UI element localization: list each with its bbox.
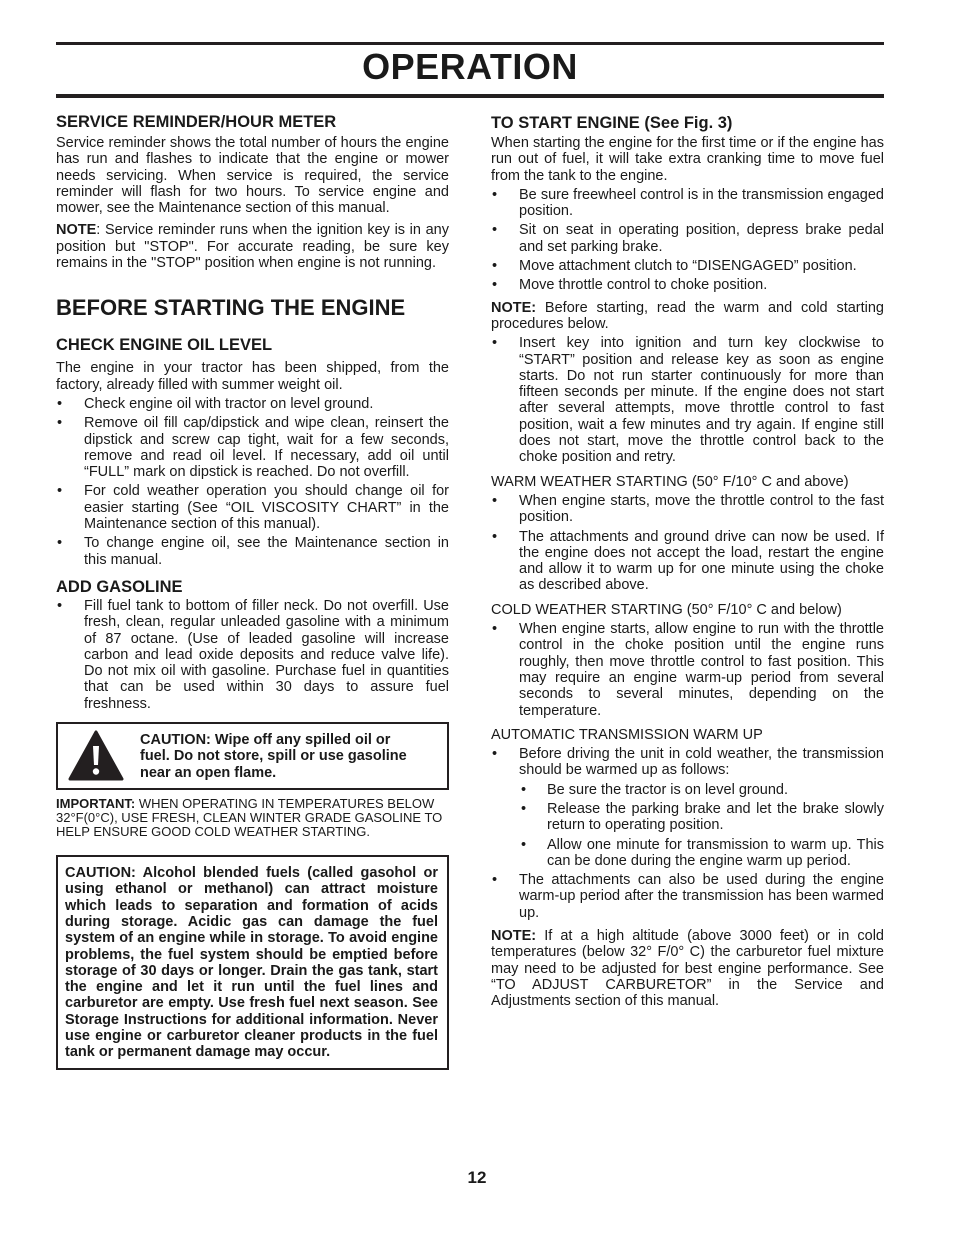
list-item: • When engine starts, allow engine to run with the throttle control in the choke position until the engine runs roughly, then move throttle control to fast position. This may require an engine warm-up period from several seconds to several minutes, depending on the temperature. <box>491 621 884 719</box>
start-engine-intro: When starting the engine for the first time or if the engine has run out of fuel, it will take extra cranking time to move fuel from the tank to the engine. <box>491 135 884 184</box>
list-item: • The attachments can also be used during the engine warm-up period after the transmission has been warmed up. <box>491 872 884 921</box>
list-item: • Sit on seat in operating position, depress brake pedal and set parking brake. <box>491 222 884 255</box>
important-label: IMPORTANT: <box>56 796 136 812</box>
list-item: • To change engine oil, see the Maintenance section in this manual. <box>56 535 449 568</box>
note-text: If at a high altitude (above 3000 feet) or in cold temperatures (below 32° F/0° C) the carburetor fuel mixture may need to be adjusted for best engine performance. See “TO ADJUST CARBURETOR” in the Service and Adjustments section of this manual. <box>491 928 884 1010</box>
start-engine-section <box>491 113 884 466</box>
check-oil-list <box>56 396 449 568</box>
list-item: • Move throttle control to choke position. <box>491 277 884 293</box>
list-item: • The attachments and ground drive can now be used. If the engine does not accept the load, restart the engine and allow it to warm up for one minute using the choke as described above. <box>491 529 884 594</box>
list-item: • For cold weather operation you should change oil for easier starting (See “OIL VISCOSITY CHART” in the Maintenance section of this manual). <box>56 483 449 532</box>
list-item: • Allow one minute for transmission to warm up. This can be done during the engine warm up period. <box>491 837 884 870</box>
cold-weather-heading: COLD WEATHER STARTING (50° F/10° C and below) <box>491 601 842 618</box>
list-item <box>491 746 884 779</box>
add-gasoline-list <box>56 598 449 712</box>
altitude-note <box>491 928 884 1009</box>
transmission-final-list <box>491 872 884 921</box>
service-reminder-note <box>56 222 449 271</box>
transmission-intro: Before driving the unit in cold weather, the transmission should be warmed up as follows: <box>519 746 884 779</box>
list-item: • Check engine oil with tractor on level ground. <box>56 396 449 412</box>
page-title: OPERATION <box>362 46 578 87</box>
warm-weather-section <box>491 474 884 594</box>
note-text: Before starting, read the warm and cold starting procedures below. <box>491 299 884 332</box>
list-item: • When engine starts, move the throttle control to the fast position. <box>491 493 884 526</box>
caution-spill-text: CAUTION: Wipe off any spilled oil or fuel. Do not store, spill or use gasoline near an open flame. <box>140 732 407 781</box>
right-column <box>491 110 884 1010</box>
service-reminder-heading: SERVICE REMINDER/HOUR METER <box>56 113 337 131</box>
add-gasoline-heading: ADD GASOLINE <box>56 577 183 596</box>
note-label: NOTE <box>56 222 97 239</box>
start-engine-heading: TO START ENGINE (See Fig. 3) <box>491 114 733 132</box>
service-reminder-body: Service reminder shows the total number of hours the engine has run and flashes to indicate that the engine or mower needs servicing. When service is required, the service reminder will flash for two hours. To service engine and mower, see the Maintenance section of this manual. <box>56 135 449 217</box>
transmission-list <box>491 746 884 779</box>
list-item: • Release the parking brake and let the brake slowly return to operating position. <box>491 801 884 834</box>
list-item: • Fill fuel tank to bottom of filler neck. Do not overfill. Use fresh, clean, regular unleaded gasoline with a minimum of 87 octane. (Use of leaded gasoline will increase carbon and lead oxide deposits and reduce valve life). Do not mix oil with gasoline. Purchase fuel in quantities that can be used within 30 days to assure fuel freshness. <box>56 598 449 712</box>
start-engine-list <box>491 187 884 294</box>
important-notice <box>56 797 449 839</box>
transmission-heading: AUTOMATIC TRANSMISSION WARM UP <box>491 726 763 743</box>
service-reminder-section <box>56 112 449 271</box>
note-label: NOTE: <box>491 299 537 316</box>
list-item: • Move attachment clutch to “DISENGAGED” position. <box>491 258 884 274</box>
check-oil-intro: The engine in your tractor has been shipped, from the factory, already filled with summer weight oil. <box>56 360 449 393</box>
cold-weather-section <box>491 602 884 719</box>
header-bottom-rule <box>56 94 884 98</box>
key-start-list <box>491 335 884 465</box>
important-text: WHEN OPERATING IN TEMPERATURES BELOW 32°F(0°C), USE FRESH, CLEAN WINTER GRADE GASOLINE TO HELP ENSURE GOOD COLD WEATHER STARTING. <box>56 796 443 840</box>
list-item: • Be sure freewheel control is in the transmission engaged position. <box>491 187 884 220</box>
transmission-sub-list <box>491 782 884 869</box>
transmission-section <box>491 727 884 921</box>
start-engine-note <box>491 300 884 333</box>
note-text: : Service reminder runs when the ignition key is in any position but "STOP". For accurate reading, be sure key remains in the "STOP" position when engine is not running. <box>56 222 449 272</box>
list-item: • Insert key into ignition and turn key clockwise to “START” position and release key as soon as engine starts. Do not run starter continuously for more than fifteen seconds per minute. If the engine does not start after several attempts, move throttle control to fast position, wait a few minutes and try again. If engine still does not start, move the throttle control back to the choke position and retry. <box>491 335 884 465</box>
caution-alcohol-box <box>56 855 449 1070</box>
add-gasoline-section <box>56 577 449 712</box>
warning-triangle-icon <box>68 730 124 782</box>
list-item: • Remove oil fill cap/dipstick and wipe clean, reinsert the dipstick and screw cap tight, wait for a few seconds, remove and read oil level. If necessary, add oil until “FULL” mark on dipstick is reached. Do not overfill. <box>56 415 449 480</box>
list-item: • Be sure the tractor is on level ground. <box>491 782 884 798</box>
note-label: NOTE: <box>491 928 537 945</box>
warm-weather-heading: WARM WEATHER STARTING (50° F/10° C and above) <box>491 473 849 490</box>
page-number: 12 <box>467 1168 487 1187</box>
left-column <box>56 110 449 1070</box>
cold-weather-list <box>491 621 884 719</box>
check-oil-heading: CHECK ENGINE OIL LEVEL <box>56 336 273 355</box>
caution-spill-box <box>56 722 449 790</box>
caution-alcohol-text: CAUTION: Alcohol blended fuels (called gasohol or using ethanol or methanol) can attract moisture which leads to separation and formation of acids during storage. Acidic gas can damage the fuel system of an engine while in storage. To avoid engine problems, the fuel system should be emptied before storage of 30 days or longer. Drain the gas tank, start the engine and let it run until the fuel lines and carburetor are empty. Use fresh fuel next season. See Storage Instructions for additional information. Never use engine or carburetor cleaner products in the fuel tank or permanent damage may occur. <box>65 865 438 1061</box>
check-oil-section <box>56 335 449 568</box>
before-starting-heading: BEFORE STARTING THE ENGINE <box>56 295 406 321</box>
warm-weather-list <box>491 493 884 594</box>
